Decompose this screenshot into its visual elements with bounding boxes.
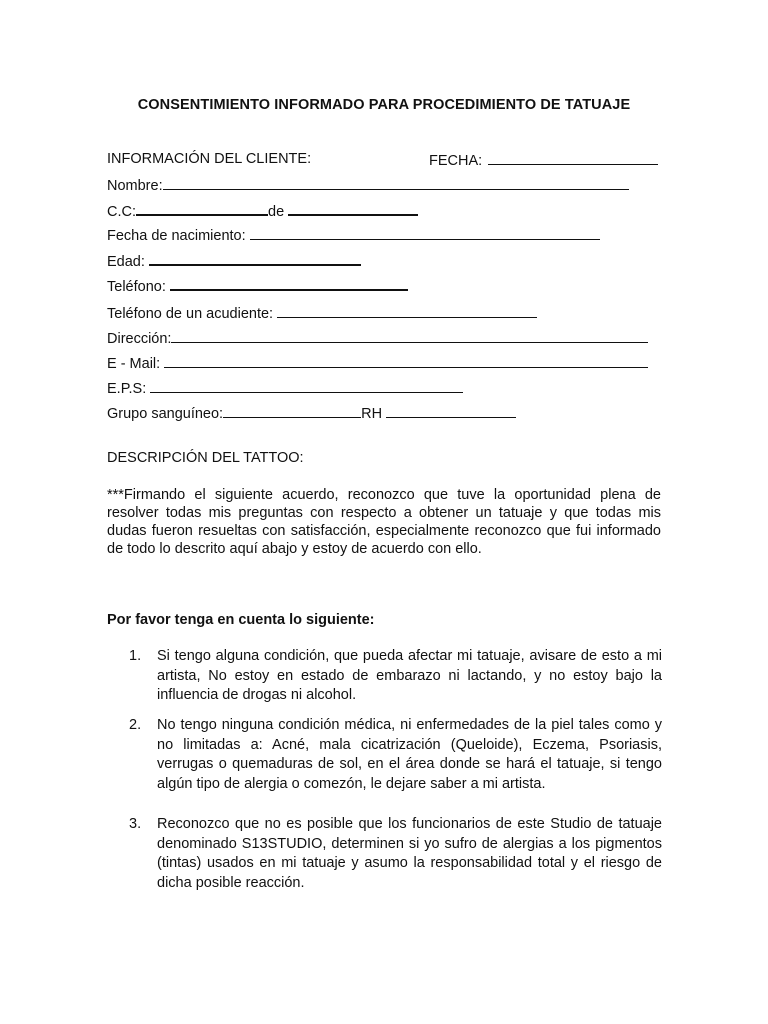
id-label: C.C:	[107, 204, 136, 220]
eps-row	[107, 378, 463, 398]
document-title: CONSENTIMIENTO INFORMADO PARA PROCEDIMIENTO DE TATUAJE	[137, 97, 631, 113]
id-issued-field[interactable]	[288, 200, 418, 216]
list-item-number: 1.	[129, 648, 142, 664]
age-row	[107, 250, 361, 271]
age-label: Edad:	[107, 254, 145, 270]
list-item-number: 2.	[129, 717, 142, 733]
tattoo-description-heading: DESCRIPCIÓN DEL TATTOO:	[107, 450, 304, 466]
name-label: Nombre:	[107, 178, 163, 194]
name-row	[107, 175, 629, 195]
date-field[interactable]	[488, 150, 658, 165]
blood-type-label: Grupo sanguíneo:	[107, 406, 224, 422]
id-row	[107, 200, 418, 221]
id-from-label: de	[268, 204, 285, 220]
eps-label: E.P.S:	[107, 381, 147, 397]
rh-field[interactable]	[386, 403, 516, 418]
birthdate-row	[107, 225, 600, 245]
client-info-heading-row	[107, 150, 311, 168]
email-label: E - Mail:	[107, 356, 161, 372]
phone-label: Teléfono:	[107, 279, 166, 295]
list-item-text: No tengo ninguna condición médica, ni enfermedades de la piel tales como y no limitadas a: Acné, mala cicatrización (Queloide), Eczema, Psoriasis, verrugas o quemaduras de sol, en el área donde se hará el tatuaje, si tengo algún tipo de alergia o comezón, le dejare saber a mi artista.	[157, 717, 662, 792]
date-row	[429, 150, 658, 170]
notice-heading: Por favor tenga en cuenta lo siguiente:	[107, 612, 375, 628]
rh-label: RH	[361, 406, 383, 422]
eps-field[interactable]	[150, 378, 463, 393]
age-field[interactable]	[149, 250, 361, 266]
phone-field[interactable]	[170, 275, 408, 291]
email-row	[107, 353, 648, 373]
client-info-heading: INFORMACIÓN DEL CLIENTE:	[107, 151, 312, 167]
email-field[interactable]	[164, 353, 648, 368]
phone-row	[107, 275, 408, 296]
list-item-text: Si tengo alguna condición, que pueda afectar mi tatuaje, avisare de esto a mi artista, No estoy en estado de embarazo ni lactando, y no estoy bajo la influencia de drogas ni alcohol.	[157, 648, 662, 703]
agreement-paragraph: ***Firmando el siguiente acuerdo, reconozco que tuve la oportunidad plena de resolver todas mis preguntas con respecto a obtener un tatuaje y que todas mis dudas fueron resueltas con satisfacción, especialmente reconozco que fui informado de todo lo descrito aquí abajo y estoy de acuerdo con ello.	[107, 487, 661, 557]
guardian-phone-row	[107, 303, 537, 323]
guardian-phone-label: Teléfono de un acudiente:	[107, 306, 274, 322]
address-label: Dirección:	[107, 331, 172, 347]
blood-type-field[interactable]	[223, 403, 361, 418]
birthdate-label: Fecha de nacimiento:	[107, 228, 246, 244]
blood-type-row	[107, 403, 516, 423]
date-label: FECHA:	[429, 153, 483, 169]
guardian-phone-field[interactable]	[277, 303, 537, 318]
birthdate-field[interactable]	[250, 225, 600, 240]
address-row	[107, 328, 648, 348]
address-field[interactable]	[171, 328, 648, 343]
name-field[interactable]	[163, 175, 629, 190]
list-item-number: 3.	[129, 816, 142, 832]
id-number-field[interactable]	[136, 200, 268, 216]
list-item-text: Reconozco que no es posible que los funcionarios de este Studio de tatuaje denominado S13STUDIO, determinen si yo sufro de alergias a los pigmentos (tintas) usados en mi tatuaje y asumo la responsabilidad total y el riesgo de dicha posible reacción.	[157, 816, 662, 891]
